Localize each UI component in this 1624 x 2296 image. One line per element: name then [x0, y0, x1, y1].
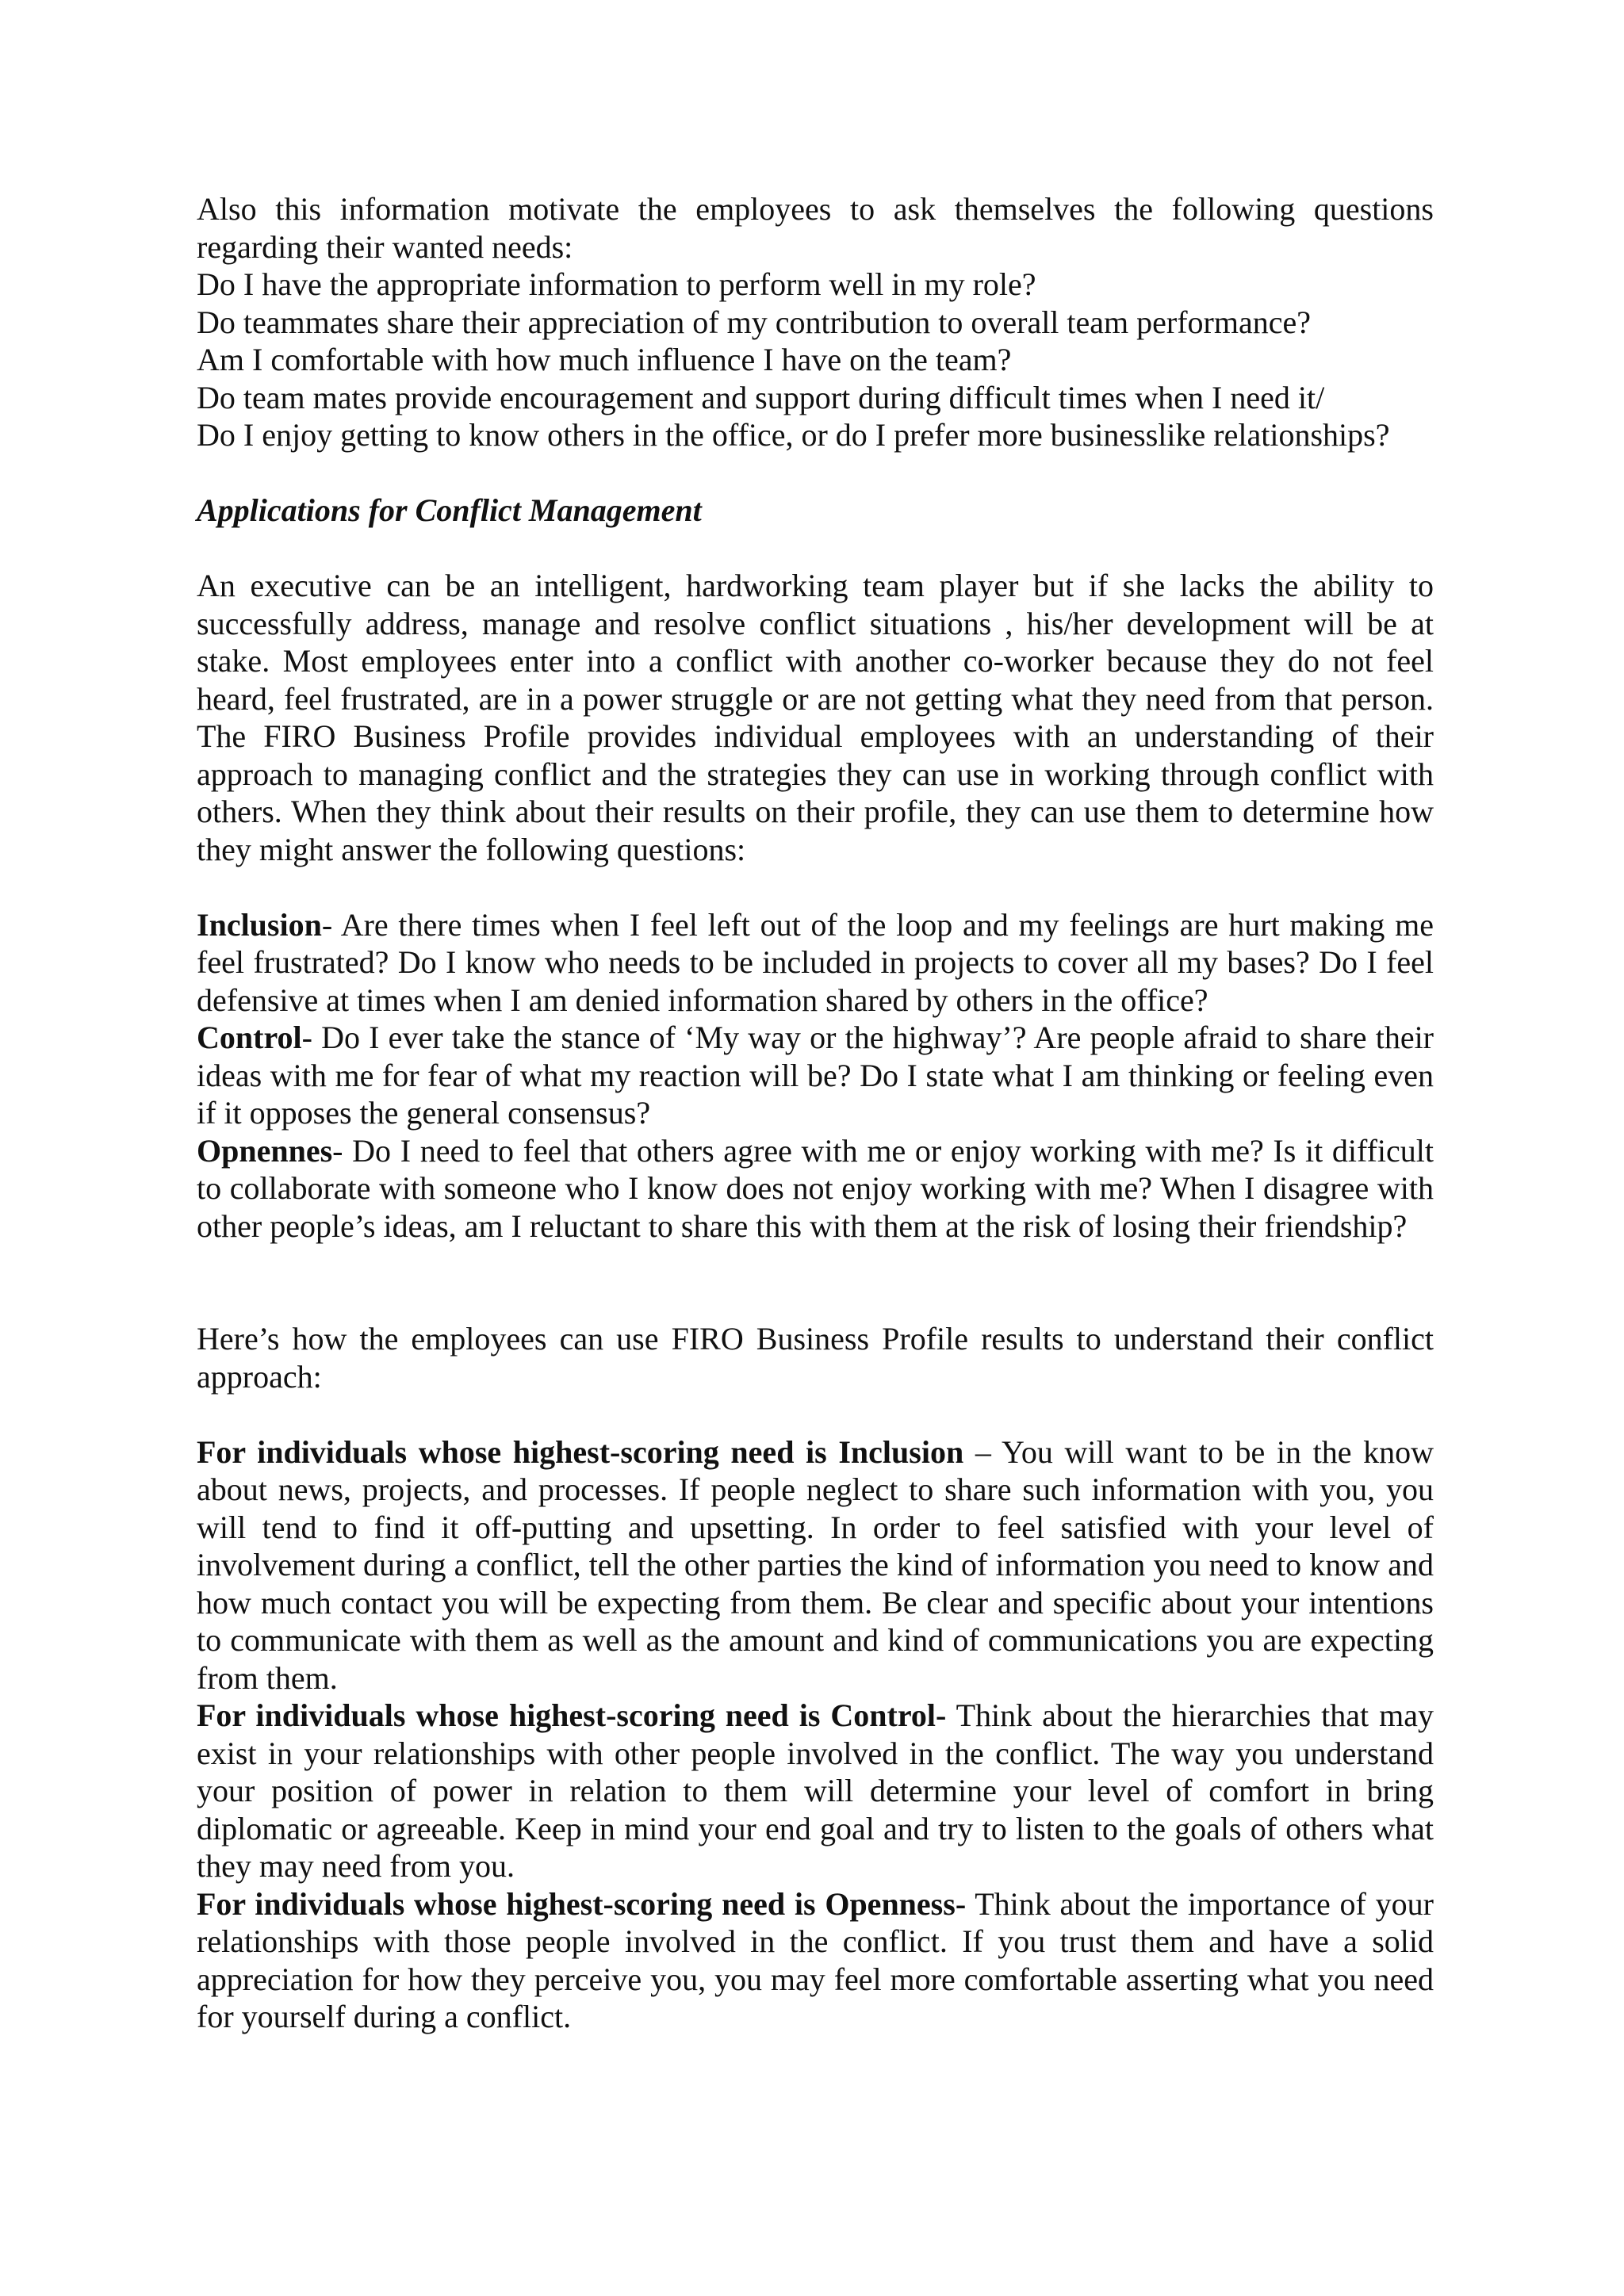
section-heading: Applications for Conflict Management: [197, 492, 702, 528]
need-text: - Do I need to feel that others agree with me or enjoy working with me? Is it difficult to collaborate with someone who I know does not enjoy working with me? When I disagree with other people’s ideas, am I reluctant to share this with them at the risk of losing their friendship?: [197, 1132, 1434, 1244]
intro-paragraph: Also this information motivate the employees to ask themselves the following questions regarding their wanted needs:: [197, 191, 1434, 265]
spacer: [197, 868, 1434, 906]
need-control-paragraph: [197, 1019, 1434, 1132]
approach-text: Think about the hierarchies that may exist in your relationships with other people involved in the conflict. The way you understand your position of power in relation to them will determine your level of comfort in bring diplomatic or agreeable. Keep in mind your end goal and try to listen to the goals of others what they may need from you.: [197, 1697, 1434, 1884]
approach-text: Think about the importance of your relationships with those people involved in the conflict. If you trust them and have a solid appreciation for how they perceive you, you may feel more comfortable asserting what you need for yourself during a conflict.: [197, 1885, 1434, 2034]
need-text: - Do I ever take the stance of ‘My way or the highway’? Are people afraid to share their ideas with me for fear of what my reaction will be? Do I state what I am thinking or feeling even if it opposes the general consensus?: [197, 1020, 1434, 1131]
approach-openness-paragraph: [197, 1885, 1434, 2036]
approach-term: For individuals whose highest-scoring need is Inclusion: [197, 1433, 964, 1470]
document-page: [197, 190, 1434, 2036]
spacer: [197, 454, 1434, 492]
question-line: Do I have the appropriate information to perform well in my role?: [197, 266, 1036, 302]
question-line: Am I comfortable with how much influence I have on the team?: [197, 342, 1012, 377]
question-line: Do team mates provide encouragement and support during difficult times when I need it/: [197, 379, 1325, 415]
spacer: [197, 530, 1434, 568]
need-text: - Are there times when I feel left out of the loop and my feelings are hurt making me feel frustrated? Do I know who needs to be included in projects to cover all my bases? Do I feel defensive at times when I am denied information shared by others in the office?: [197, 906, 1434, 1018]
section-paragraph: An executive can be an intelligent, hardworking team player but if she lacks the ability to successfully address, manage and resolve conflict situations , his/her development will be at stake. Most employees enter into a conflict with another co-worker because they do not feel heard, feel frustrated, are in a power struggle or are not getting what they need from that person. The FIRO Business Profile provides individual employees with an understanding of their approach to managing conflict and the strategies they can use in working through conflict with others. When they think about their results on their profile, they can use them to determine how they might answer the following questions:: [197, 568, 1434, 867]
need-term: Opnennes: [197, 1132, 333, 1169]
approach-text: – You will want to be in the know about news, projects, and processes. If people neglect to share such information with you, you will tend to find it off-putting and upsetting. In order to feel satisfied with your level of involvement during a conflict, tell the other parties the kind of information you need to know and how much contact you will be expecting from them. Be clear and specific about your intentions to communicate with them as well as the amount and kind of communications you are expecting from them.: [197, 1433, 1434, 1696]
spacer: [197, 1395, 1434, 1433]
approach-intro-paragraph: Here’s how the employees can use FIRO Business Profile results to understand their conflict approach:: [197, 1321, 1434, 1395]
need-term: Inclusion: [197, 906, 322, 943]
need-term: Control: [197, 1020, 302, 1055]
need-openness-paragraph: [197, 1132, 1434, 1246]
question-line: Do I enjoy getting to know others in the office, or do I prefer more businesslike relationships?: [197, 417, 1390, 453]
approach-term: For individuals whose highest-scoring need is Control-: [197, 1697, 947, 1733]
approach-term: For individuals whose highest-scoring need is Openness-: [197, 1885, 967, 1922]
need-inclusion-paragraph: [197, 906, 1434, 1020]
question-line: Do teammates share their appreciation of my contribution to overall team performance?: [197, 304, 1311, 340]
approach-inclusion-paragraph: [197, 1433, 1434, 1697]
spacer: [197, 1245, 1434, 1320]
approach-control-paragraph: [197, 1697, 1434, 1885]
